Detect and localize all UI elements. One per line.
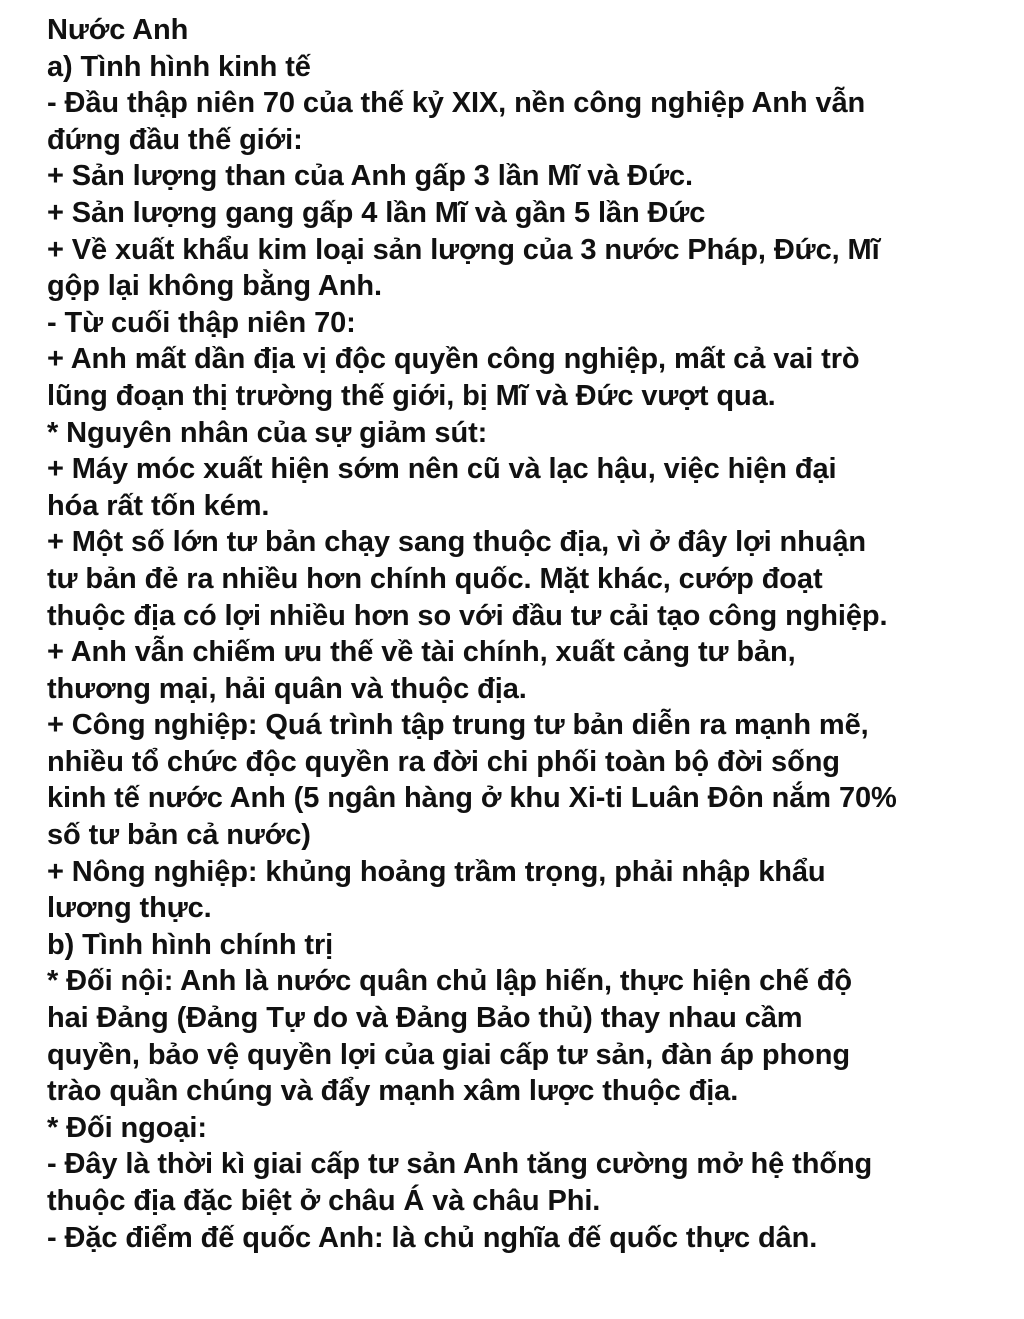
text-line: + Máy móc xuất hiện sớm nên cũ và lạc hậu, việc hiện đại: [47, 453, 837, 486]
document-title: Nước Anh: [47, 14, 189, 46]
text-line: + Về xuất khẩu kim loại sản lượng của 3 nước Pháp, Đức, Mĩ: [47, 233, 880, 266]
text-line: - Từ cuối thập niên 70:: [47, 306, 356, 339]
text-line: thuộc địa đặc biệt ở châu Á và châu Phi.: [47, 1185, 601, 1217]
text-line: - Đặc điểm đế quốc Anh: là chủ nghĩa đế quốc thực dân.: [47, 1221, 818, 1254]
text-line: hóa rất tốn kém.: [47, 489, 270, 522]
text-line: tư bản đẻ ra nhiều hơn chính quốc. Mặt khác, cướp đoạt: [47, 562, 823, 595]
text-line: lương thực.: [47, 892, 212, 925]
text-line: số tư bản cả nước): [47, 819, 311, 852]
text-line: kinh tế nước Anh (5 ngân hàng ở khu Xi-ti Luân Đôn nắm 70%: [47, 782, 897, 815]
text-line: + Một số lớn tư bản chạy sang thuộc địa, vì ở đây lợi nhuận: [47, 526, 866, 559]
text-line: - Đây là thời kì giai cấp tư sản Anh tăng cường mở hệ thống: [47, 1148, 873, 1181]
text-line: đứng đầu thế giới:: [47, 123, 303, 156]
text-line: trào quần chúng và đẩy mạnh xâm lược thuộc địa.: [47, 1075, 739, 1108]
text-line: gộp lại không bằng Anh.: [47, 270, 382, 303]
text-line: + Sản lượng than của Anh gấp 3 lần Mĩ và Đức.: [47, 160, 694, 193]
text-line: + Sản lượng gang gấp 4 lần Mĩ và gần 5 lần Đức: [47, 196, 706, 229]
section-heading-politics: b) Tình hình chính trị: [47, 928, 334, 961]
text-line: thuộc địa có lợi nhiều hơn so với đầu tư cải tạo công nghiệp.: [47, 599, 888, 632]
text-line: lũng đoạn thị trường thế giới, bị Mĩ và Đức vượt qua.: [47, 379, 776, 412]
text-line: hai Đảng (Đảng Tự do và Đảng Bảo thủ) thay nhau cầm: [47, 1002, 803, 1035]
text-line: * Nguyên nhân của sự giảm sút:: [47, 416, 488, 449]
text-line: quyền, bảo vệ quyền lợi của giai cấp tư sản, đàn áp phong: [47, 1038, 850, 1071]
text-line: + Anh vẫn chiếm ưu thế về tài chính, xuất cảng tư bản,: [47, 636, 796, 669]
text-line: + Nông nghiệp: khủng hoảng trầm trọng, phải nhập khẩu: [47, 855, 826, 888]
section-heading-economy: a) Tình hình kinh tế: [47, 50, 311, 83]
text-line: - Đầu thập niên 70 của thế kỷ XIX, nền công nghiệp Anh vẫn: [47, 87, 866, 120]
text-line: thương mại, hải quân và thuộc địa.: [47, 672, 527, 705]
text-line: * Đối ngoại:: [47, 1111, 207, 1144]
text-line: nhiều tổ chức độc quyền ra đời chi phối toàn bộ đời sống: [47, 745, 840, 778]
document-body: [47, 12, 1007, 1256]
text-line: + Công nghiệp: Quá trình tập trung tư bản diễn ra mạnh mẽ,: [47, 709, 869, 742]
text-line: + Anh mất dần địa vị độc quyền công nghiệp, mất cả vai trò: [47, 343, 860, 376]
text-line: * Đối nội: Anh là nước quân chủ lập hiến, thực hiện chế độ: [47, 965, 852, 998]
